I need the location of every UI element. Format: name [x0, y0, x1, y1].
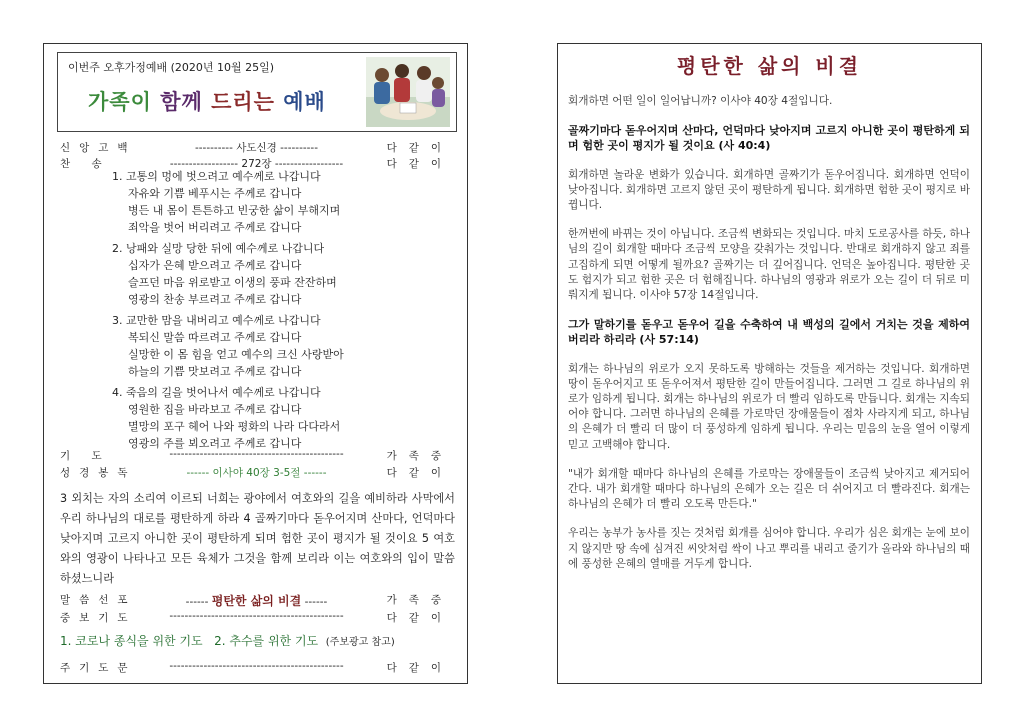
hymn-label: 찬 송 [60, 158, 111, 170]
order-row-intercession [60, 610, 453, 626]
sermon-paragraph: 회개하면 놀라운 변화가 있습니다. 회개하면 골짜기가 돋우어집니다. 회개하면 언덕이 낮아집니다. 회개하면 고르지 않던 곳이 평탄하게 됩니다. 회개하면 험한 곳이 평지로 바뀝니다. [568, 168, 970, 212]
hymn-line: 병든 내 몸이 튼튼하고 빈궁한 삶이 부해지며 [128, 204, 341, 217]
prayer-label: 기 도 [60, 450, 111, 462]
hymn-line: 영광의 주를 뵈오려고 주께로 갑니다 [128, 437, 302, 450]
title-word-offer: 드리는 [202, 90, 275, 114]
title-word-family: 가족 [88, 90, 131, 114]
hymn-line: 영원한 집을 바라보고 주께로 갑니다 [128, 403, 302, 416]
hymn-line: 1. 고통의 멍에 벗으려고 예수께로 나갑니다 [112, 170, 321, 183]
sermon-leader: 가족중 [386, 594, 453, 606]
title-particle: 이 [130, 90, 161, 114]
sermon-dashes-right: ------ [301, 596, 328, 608]
reading-label: 성경봉독 [60, 467, 137, 479]
sermon-page-title: 평탄한 삶의 비결 [676, 54, 863, 78]
hymn-line: 십자가 은혜 받으려고 주께로 갑니다 [128, 259, 302, 272]
intercession-leader: 다같이 [386, 612, 453, 624]
hymn-leader: 다같이 [386, 158, 453, 170]
sermon-paragraph: 회개하면 어떤 일이 일어납니까? 이사야 40장 4절입니다. [568, 95, 833, 107]
hymn-line: 영광의 찬송 부르려고 주께로 갑니다 [128, 293, 302, 306]
hymn-line: 실망한 이 몸 힘을 얻고 예수의 크신 사랑받아 [128, 348, 344, 361]
hymn-line: 복되신 말씀 따르려고 주께로 갑니다 [128, 331, 302, 344]
bulletin-right-page [557, 43, 982, 684]
hymn-line: 죄악을 벗어 버리려고 주께로 갑니다 [128, 221, 302, 234]
hymn-line: 2. 낭패와 실망 당한 뒤에 예수께로 나갑니다 [112, 242, 325, 255]
bulletin-header [57, 52, 457, 132]
lords-prayer-leader: 다같이 [386, 662, 453, 674]
creed-label: 신앙고백 [60, 142, 137, 154]
prayer-dashes: ---------------------------------------------- [169, 448, 344, 460]
sermon-paragraph: 회개는 하나님의 위로가 오지 못하도록 방해하는 것들을 제거하는 것입니다. 회개하면 땅이 돋우어지고 또 돋우어져서 평탄한 길이 만들어집니다. 그러면 그 길로 하나님의 위로가 임하게 됩니다. 회개는 하나님의 위로가 더 빨리 임하도록 만듭니다. 회개는 지속되어야 합니다. 그러면 하나님의 은혜를 가로막던 장애물들이 점차 사라지게 되고, 하나님의 은혜가 더 빨리 더 많이 더 풍성하게 임하게 됩니다. 우리는 믿음의 눈을 열어 이렇게 믿고 고백해야 합니다. [568, 362, 970, 451]
bulletin-left-page [43, 43, 468, 684]
sermon-confession-quote: "내가 회개할 때마다 하나님의 은혜를 가로막는 장애물들이 조금씩 낮아지고 제거되어 간다. 내가 회개할 때마다 하나님의 은혜가 오는 길은 더 쉬어지고 더 빨라진다. 회개는 하나님의 은혜가 더 빨리 오도록 만든다." [568, 467, 970, 511]
intercession-dashes: ---------------------------------------------- [169, 610, 344, 622]
order-row-reading [60, 465, 453, 481]
creed-leader: 다같이 [386, 142, 453, 154]
hymn-verse-1 [112, 168, 452, 236]
order-row-creed [60, 140, 453, 156]
order-row-lords-prayer [60, 660, 453, 676]
hymn-line: 멸망의 포구 헤어 나와 평화의 나라 다다라서 [128, 420, 341, 433]
hymn-verse-2 [112, 240, 452, 308]
hymn-verse-4 [112, 384, 452, 452]
order-row-prayer [60, 448, 453, 464]
sermon-label: 말씀선포 [60, 594, 137, 606]
hymn-item: ------------------ 272장 ------------------ [169, 158, 344, 170]
prayer-topics-note: (주보광고 참고) [325, 637, 395, 648]
sermon-verse-quote: 골짜기마다 돋우어지며 산마다, 언덕마다 낮아지며 고르지 아니한 곳이 평탄하게 되며 험한 곳이 평지가 될 것이요 (사 40:4) [568, 124, 970, 153]
sermon-verse-quote: 그가 말하기를 돋우고 돋우어 길을 수축하여 내 백성의 길에서 거치는 것을 제하여 버리라 하리라 (사 57:14) [568, 318, 970, 347]
prayer-leader: 가족중 [386, 450, 453, 462]
hymn-lyrics [112, 168, 452, 456]
sermon-paragraph: 우리는 농부가 농사를 짓는 것처럼 회개를 심어야 합니다. 우리가 심은 회개는 눈에 보이지 않지만 땅 속에 심겨진 씨앗처럼 싹이 나고 뿌리를 내리고 줄기가 올라와 하나님의 때에 풍성한 은혜의 열매를 거두게 합니다. [568, 527, 970, 570]
family-illustration-image [366, 57, 450, 127]
hymn-line: 자유와 기쁨 베푸시는 주께로 갑니다 [128, 187, 302, 200]
sermon-dashes-left: ------ [185, 596, 212, 608]
scripture-text: 3 외치는 자의 소리여 이르되 너희는 광야에서 여호와의 길을 예비하라 사막에서 우리 하나님의 대로를 평탄하게 하라 4 골짜기마다 돋우어지며 산마다, 언덕마다 낮아지며 고르지 아니한 곳이 평탄하게 되며 험한 곳이 평지가 될 것이요 5 여호와의 영광이 나타나고 모든 육체가 그것을 함께 보리라 이는 여호와의 입이 말씀하셨느니라 [60, 492, 455, 585]
hymn-line: 슬프던 마음 위로받고 이생의 풍파 잔잔하며 [128, 276, 337, 289]
lords-prayer-dashes: ---------------------------------------------- [169, 660, 344, 672]
intercession-label: 중보기도 [60, 612, 137, 624]
title-word-together: 함께 [160, 90, 203, 114]
reading-leader: 다같이 [386, 467, 453, 479]
order-row-sermon [60, 592, 453, 608]
sermon-title: 평탄한 삶의 비결 [211, 594, 302, 608]
hymn-verse-3 [112, 312, 452, 380]
hymn-line: 하늘의 기쁨 맛보려고 주께로 갑니다 [128, 365, 302, 378]
sermon-paragraph: 한꺼번에 바뀌는 것이 아닙니다. 조금씩 변화되는 것입니다. 마치 도로공사를 하듯, 하나님의 길이 회개할 때마다 조금씩 모양을 갖춰가는 것입니다. 반대로 회개하지 않고 죄를 고집하게 되면 어떻게 될까요? 골짜기는 더 깊어집니다. 언덕은 높아집니다. 평탄한 곳도 험지가 되고 험한 곳은 더 험해집니다. 하나님의 영광과 위로가 오는 길이 더 뒤로 미뤄지게 됩니다. 이사야 57장 14절입니다. [568, 228, 970, 302]
lords-prayer-label: 주기도문 [60, 662, 137, 674]
service-title [88, 86, 326, 116]
prayer-topic-1: 1. 코로나 종식을 위한 기도 [60, 634, 203, 648]
service-date-subtitle: 이번주 오후가정예배 (2020년 10월 25일) [68, 61, 275, 74]
prayer-topic-2: 2. 추수를 위한 기도 [214, 634, 319, 648]
prayer-topics [60, 632, 395, 649]
hymn-line: 3. 교만한 맘을 내버리고 예수께로 나갑니다 [112, 314, 321, 327]
reading-passage: ------ 이사야 40장 3-5절 ------ [186, 467, 327, 479]
creed-item: ---------- 사도신경 ---------- [194, 142, 319, 154]
sermon-body [568, 94, 970, 586]
title-word-worship: 예배 [274, 90, 326, 114]
hymn-line: 4. 죽음의 길을 벗어나서 예수께로 나갑니다 [112, 386, 321, 399]
